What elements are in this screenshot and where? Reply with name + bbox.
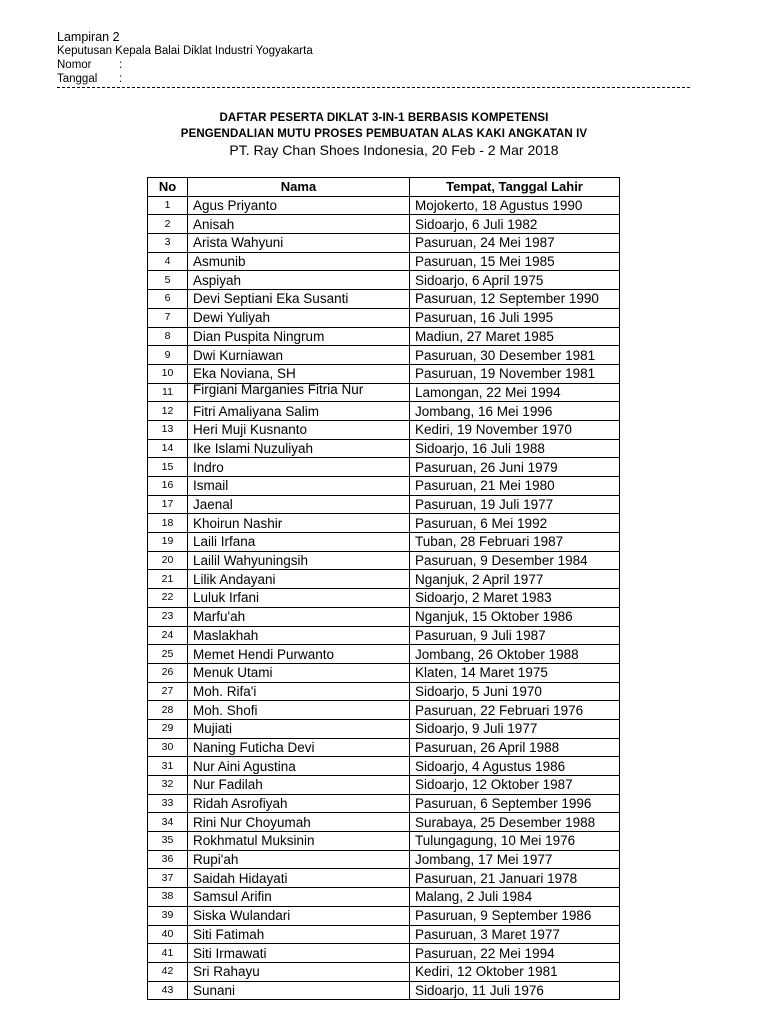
row-number: 6 bbox=[148, 290, 188, 309]
row-number: 24 bbox=[148, 626, 188, 645]
participant-name: Naning Futicha Devi bbox=[188, 738, 410, 757]
row-number: 30 bbox=[148, 738, 188, 757]
table-row bbox=[148, 776, 620, 795]
table-row bbox=[148, 477, 620, 496]
participant-name: Samsul Arifin bbox=[188, 888, 410, 907]
participant-name: Marfu'ah bbox=[188, 607, 410, 626]
participant-name: Ike Islami Nuzuliyah bbox=[188, 439, 410, 458]
table-body bbox=[148, 196, 620, 1000]
birth-place-date: Pasuruan, 24 Mei 1987 bbox=[410, 234, 620, 253]
document-title-line1: DAFTAR PESERTA DIKLAT 3-IN-1 BERBASIS KOMPETENSI bbox=[219, 112, 549, 124]
row-number: 39 bbox=[148, 906, 188, 925]
birth-place-date: Sidoarjo, 6 April 1975 bbox=[410, 271, 620, 290]
row-number: 14 bbox=[148, 439, 188, 458]
row-number: 33 bbox=[148, 794, 188, 813]
birth-place-date: Pasuruan, 9 Juli 1987 bbox=[410, 626, 620, 645]
table-row bbox=[148, 327, 620, 346]
participant-table bbox=[147, 177, 620, 1000]
participant-name: Sri Rahayu bbox=[188, 962, 410, 981]
table-row bbox=[148, 869, 620, 888]
table-row bbox=[148, 551, 620, 570]
tanggal-value: : bbox=[119, 73, 123, 85]
table-row bbox=[148, 738, 620, 757]
row-number: 3 bbox=[148, 234, 188, 253]
row-number: 43 bbox=[148, 981, 188, 1000]
table-row bbox=[148, 663, 620, 682]
row-number: 32 bbox=[148, 776, 188, 795]
birth-place-date: Sidoarjo, 16 Juli 1988 bbox=[410, 439, 620, 458]
participant-name: Khoirun Nashir bbox=[188, 514, 410, 533]
birth-place-date: Pasuruan, 26 April 1988 bbox=[410, 738, 620, 757]
table-row bbox=[148, 364, 620, 383]
row-number: 35 bbox=[148, 832, 188, 851]
row-number: 19 bbox=[148, 533, 188, 552]
participant-name: Ismail bbox=[188, 477, 410, 496]
birth-place-date: Pasuruan, 30 Desember 1981 bbox=[410, 346, 620, 365]
birth-place-date: Pasuruan, 6 September 1996 bbox=[410, 794, 620, 813]
header-nama: Nama bbox=[188, 178, 410, 197]
participant-name: Firgiani Marganies Fitria Nur bbox=[188, 383, 410, 402]
table-row bbox=[148, 383, 620, 402]
table-row bbox=[148, 196, 620, 215]
birth-place-date: Kediri, 19 November 1970 bbox=[410, 420, 620, 439]
header-tempat-tanggal-lahir: Tempat, Tanggal Lahir bbox=[410, 178, 620, 197]
birth-place-date: Pasuruan, 21 Mei 1980 bbox=[410, 477, 620, 496]
table-row bbox=[148, 589, 620, 608]
birth-place-date: Pasuruan, 21 Januari 1978 bbox=[410, 869, 620, 888]
row-number: 7 bbox=[148, 308, 188, 327]
birth-place-date: Sidoarjo, 4 Agustus 1986 bbox=[410, 757, 620, 776]
row-number: 41 bbox=[148, 944, 188, 963]
birth-place-date: Jombang, 16 Mei 1996 bbox=[410, 402, 620, 421]
row-number: 5 bbox=[148, 271, 188, 290]
participant-name: Nur Aini Agustina bbox=[188, 757, 410, 776]
participant-name: Aspiyah bbox=[188, 271, 410, 290]
table-row bbox=[148, 420, 620, 439]
table-row bbox=[148, 234, 620, 253]
row-number: 16 bbox=[148, 477, 188, 496]
nomor-value: : bbox=[119, 59, 123, 71]
birth-place-date: Pasuruan, 22 Februari 1976 bbox=[410, 701, 620, 720]
row-number: 22 bbox=[148, 589, 188, 608]
document-subtitle: PT. Ray Chan Shoes Indonesia, 20 Feb - 2 Mar 2018 bbox=[229, 142, 559, 158]
participant-name: Jaenal bbox=[188, 495, 410, 514]
birth-place-date: Pasuruan, 16 Juli 1995 bbox=[410, 308, 620, 327]
table-row bbox=[148, 215, 620, 234]
table-row bbox=[148, 308, 620, 327]
birth-place-date: Sidoarjo, 11 Juli 1976 bbox=[410, 981, 620, 1000]
row-number: 40 bbox=[148, 925, 188, 944]
table-row bbox=[148, 981, 620, 1000]
participant-name: Ridah Asrofiyah bbox=[188, 794, 410, 813]
row-number: 38 bbox=[148, 888, 188, 907]
birth-place-date: Mojokerto, 18 Agustus 1990 bbox=[410, 196, 620, 215]
row-number: 17 bbox=[148, 495, 188, 514]
participant-name: Siska Wulandari bbox=[188, 906, 410, 925]
row-number: 8 bbox=[148, 327, 188, 346]
row-number: 1 bbox=[148, 196, 188, 215]
birth-place-date: Pasuruan, 9 September 1986 bbox=[410, 906, 620, 925]
participant-name: Fitri Amaliyana Salim bbox=[188, 402, 410, 421]
birth-place-date: Jombang, 26 Oktober 1988 bbox=[410, 645, 620, 664]
table-row bbox=[148, 439, 620, 458]
row-number: 26 bbox=[148, 663, 188, 682]
birth-place-date: Pasuruan, 19 November 1981 bbox=[410, 364, 620, 383]
table-row bbox=[148, 944, 620, 963]
participant-name: Siti Irmawati bbox=[188, 944, 410, 963]
row-number: 31 bbox=[148, 757, 188, 776]
birth-place-date: Jombang, 17 Mei 1977 bbox=[410, 850, 620, 869]
birth-place-date: Tuban, 28 Februari 1987 bbox=[410, 533, 620, 552]
participant-name: Anisah bbox=[188, 215, 410, 234]
table-row bbox=[148, 607, 620, 626]
table-row bbox=[148, 402, 620, 421]
table-row bbox=[148, 813, 620, 832]
dashed-separator bbox=[57, 87, 690, 88]
birth-place-date: Pasuruan, 3 Maret 1977 bbox=[410, 925, 620, 944]
table-row bbox=[148, 458, 620, 477]
table-row bbox=[148, 533, 620, 552]
participant-name: Laili Irfana bbox=[188, 533, 410, 552]
table-row bbox=[148, 962, 620, 981]
table-row bbox=[148, 925, 620, 944]
participant-name: Agus Priyanto bbox=[188, 196, 410, 215]
participant-name: Eka Noviana, SH bbox=[188, 364, 410, 383]
row-number: 21 bbox=[148, 570, 188, 589]
participant-name: Arista Wahyuni bbox=[188, 234, 410, 253]
table-row bbox=[148, 850, 620, 869]
birth-place-date: Pasuruan, 9 Desember 1984 bbox=[410, 551, 620, 570]
row-number: 15 bbox=[148, 458, 188, 477]
participant-name: Rini Nur Choyumah bbox=[188, 813, 410, 832]
birth-place-date: Pasuruan, 26 Juni 1979 bbox=[410, 458, 620, 477]
keputusan-label: Keputusan Kepala Balai Diklat Industri Yogyakarta bbox=[57, 45, 313, 57]
table-row bbox=[148, 719, 620, 738]
participant-name: Maslakhah bbox=[188, 626, 410, 645]
participant-name: Luluk Irfani bbox=[188, 589, 410, 608]
row-number: 25 bbox=[148, 645, 188, 664]
birth-place-date: Pasuruan, 19 Juli 1977 bbox=[410, 495, 620, 514]
birth-place-date: Lamongan, 22 Mei 1994 bbox=[410, 383, 620, 402]
birth-place-date: Pasuruan, 6 Mei 1992 bbox=[410, 514, 620, 533]
birth-place-date: Pasuruan, 15 Mei 1985 bbox=[410, 252, 620, 271]
table-row bbox=[148, 271, 620, 290]
table-row bbox=[148, 252, 620, 271]
participant-name: Mujiati bbox=[188, 719, 410, 738]
table-row bbox=[148, 570, 620, 589]
row-number: 13 bbox=[148, 420, 188, 439]
participant-name: Devi Septiani Eka Susanti bbox=[188, 290, 410, 309]
row-number: 34 bbox=[148, 813, 188, 832]
birth-place-date: Sidoarjo, 2 Maret 1983 bbox=[410, 589, 620, 608]
participant-name: Menuk Utami bbox=[188, 663, 410, 682]
birth-place-date: Nganjuk, 15 Oktober 1986 bbox=[410, 607, 620, 626]
table-row bbox=[148, 906, 620, 925]
row-number: 4 bbox=[148, 252, 188, 271]
row-number: 37 bbox=[148, 869, 188, 888]
participant-name: Rupi'ah bbox=[188, 850, 410, 869]
row-number: 10 bbox=[148, 364, 188, 383]
birth-place-date: Pasuruan, 12 September 1990 bbox=[410, 290, 620, 309]
table-row bbox=[148, 645, 620, 664]
table-row bbox=[148, 888, 620, 907]
birth-place-date: Klaten, 14 Maret 1975 bbox=[410, 663, 620, 682]
table-row bbox=[148, 682, 620, 701]
participant-name: Dian Puspita Ningrum bbox=[188, 327, 410, 346]
participant-name: Nur Fadilah bbox=[188, 776, 410, 795]
row-number: 36 bbox=[148, 850, 188, 869]
table-row bbox=[148, 794, 620, 813]
participant-name: Indro bbox=[188, 458, 410, 477]
participant-name: Moh. Shofi bbox=[188, 701, 410, 720]
row-number: 42 bbox=[148, 962, 188, 981]
table-row bbox=[148, 832, 620, 851]
participant-name: Dewi Yuliyah bbox=[188, 308, 410, 327]
tanggal-row bbox=[57, 72, 313, 86]
nomor-label: Nomor bbox=[57, 59, 92, 71]
birth-place-date: Kediri, 12 Oktober 1981 bbox=[410, 962, 620, 981]
document-header bbox=[57, 30, 313, 86]
row-number: 27 bbox=[148, 682, 188, 701]
birth-place-date: Tulungagung, 10 Mei 1976 bbox=[410, 832, 620, 851]
row-number: 20 bbox=[148, 551, 188, 570]
row-number: 9 bbox=[148, 346, 188, 365]
table-row bbox=[148, 626, 620, 645]
birth-place-date: Sidoarjo, 12 Oktober 1987 bbox=[410, 776, 620, 795]
participant-name: Sunani bbox=[188, 981, 410, 1000]
participant-name: Dwi Kurniawan bbox=[188, 346, 410, 365]
birth-place-date: Madiun, 27 Maret 1985 bbox=[410, 327, 620, 346]
row-number: 18 bbox=[148, 514, 188, 533]
header-no: No bbox=[148, 178, 188, 197]
table-row bbox=[148, 757, 620, 776]
birth-place-date: Sidoarjo, 6 Juli 1982 bbox=[410, 215, 620, 234]
participant-name: Memet Hendi Purwanto bbox=[188, 645, 410, 664]
table-row bbox=[148, 701, 620, 720]
participant-name: Asmunib bbox=[188, 252, 410, 271]
row-number: 29 bbox=[148, 719, 188, 738]
row-number: 2 bbox=[148, 215, 188, 234]
table-row bbox=[148, 495, 620, 514]
birth-place-date: Pasuruan, 22 Mei 1994 bbox=[410, 944, 620, 963]
row-number: 28 bbox=[148, 701, 188, 720]
birth-place-date: Surabaya, 25 Desember 1988 bbox=[410, 813, 620, 832]
participant-name: Lilik Andayani bbox=[188, 570, 410, 589]
row-number: 12 bbox=[148, 402, 188, 421]
table-row bbox=[148, 290, 620, 309]
participant-name: Rokhmatul Muksinin bbox=[188, 832, 410, 851]
lampiran-label: Lampiran 2 bbox=[57, 30, 120, 44]
tanggal-label: Tanggal bbox=[57, 73, 98, 85]
participant-name: Siti Fatimah bbox=[188, 925, 410, 944]
participant-name: Heri Muji Kusnanto bbox=[188, 420, 410, 439]
table-row bbox=[148, 346, 620, 365]
row-number: 23 bbox=[148, 607, 188, 626]
document-title-line2: PENGENDALIAN MUTU PROSES PEMBUATAN ALAS KAKI ANGKATAN IV bbox=[180, 128, 588, 140]
nomor-row bbox=[57, 58, 313, 72]
row-number: 11 bbox=[148, 383, 188, 402]
birth-place-date: Sidoarjo, 9 Juli 1977 bbox=[410, 719, 620, 738]
birth-place-date: Sidoarjo, 5 Juni 1970 bbox=[410, 682, 620, 701]
table-row bbox=[148, 514, 620, 533]
table-header-row bbox=[148, 178, 620, 197]
birth-place-date: Nganjuk, 2 April 1977 bbox=[410, 570, 620, 589]
participant-name: Saidah Hidayati bbox=[188, 869, 410, 888]
participant-name: Lailil Wahyuningsih bbox=[188, 551, 410, 570]
birth-place-date: Malang, 2 Juli 1984 bbox=[410, 888, 620, 907]
participant-name: Moh. Rifa'i bbox=[188, 682, 410, 701]
